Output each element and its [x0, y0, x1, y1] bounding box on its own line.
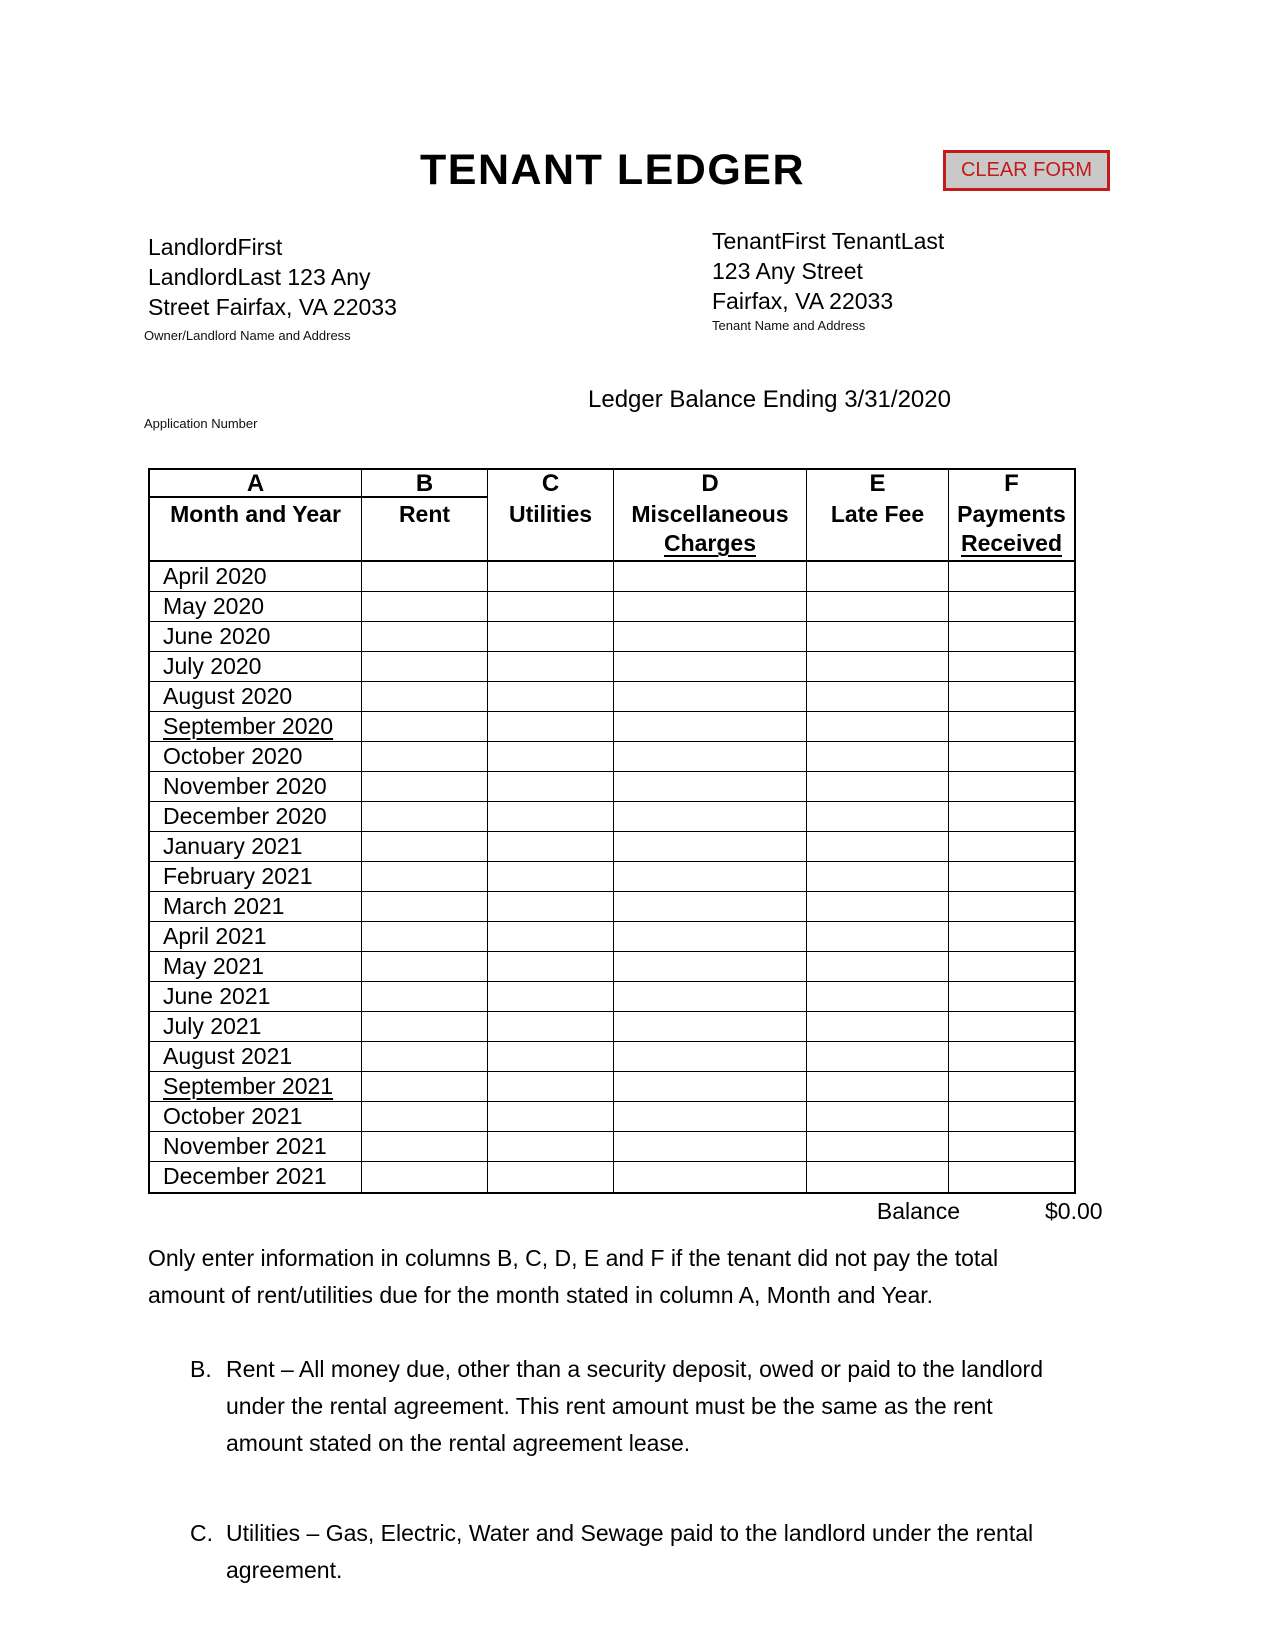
column-header-utilities: Utilities — [488, 498, 614, 560]
table-row — [150, 1162, 1074, 1192]
month-cell: October 2021 — [150, 1102, 362, 1131]
tenant-address-field[interactable] — [712, 226, 944, 316]
landlord-address-line1: LandlordFirst — [148, 234, 283, 260]
late-fee-cell[interactable] — [807, 1162, 949, 1192]
utilities-cell[interactable] — [488, 922, 614, 951]
column-letter-a: A — [150, 470, 362, 498]
table-row — [150, 742, 1074, 772]
rent-cell[interactable] — [362, 712, 488, 741]
utilities-cell[interactable] — [488, 652, 614, 681]
miscellaneous-charges-cell[interactable] — [614, 622, 807, 651]
page-title: TENANT LEDGER — [420, 146, 805, 194]
payments-received-cell[interactable] — [949, 892, 1074, 921]
late-fee-cell[interactable] — [807, 772, 949, 801]
table-row — [150, 1012, 1074, 1042]
utilities-cell[interactable] — [488, 562, 614, 591]
miscellaneous-charges-cell[interactable] — [614, 982, 807, 1011]
tenant-address-line3: Fairfax, VA 22033 — [712, 288, 894, 314]
late-fee-cell[interactable] — [807, 682, 949, 711]
rent-cell[interactable] — [362, 1162, 488, 1192]
month-cell: December 2020 — [150, 802, 362, 831]
late-fee-cell[interactable] — [807, 1012, 949, 1041]
payments-received-cell[interactable] — [949, 1072, 1074, 1101]
month-cell: June 2021 — [150, 982, 362, 1011]
utilities-cell[interactable] — [488, 892, 614, 921]
payments-received-cell[interactable] — [949, 772, 1074, 801]
landlord-address-label: Owner/Landlord Name and Address — [144, 328, 351, 343]
late-fee-cell[interactable] — [807, 1042, 949, 1071]
column-letter-b: B — [362, 470, 488, 498]
instructions-intro — [148, 1240, 1108, 1314]
month-cell: September 2020 — [150, 712, 362, 741]
miscellaneous-charges-cell[interactable] — [614, 952, 807, 981]
payments-received-cell[interactable] — [949, 922, 1074, 951]
rent-cell[interactable] — [362, 772, 488, 801]
table-row — [150, 802, 1074, 832]
rent-cell[interactable] — [362, 862, 488, 891]
utilities-cell[interactable] — [488, 952, 614, 981]
month-cell: May 2020 — [150, 592, 362, 621]
late-fee-cell[interactable] — [807, 712, 949, 741]
table-row — [150, 952, 1074, 982]
column-letters-row — [150, 470, 1074, 498]
month-cell: November 2020 — [150, 772, 362, 801]
month-cell: May 2021 — [150, 952, 362, 981]
rent-cell[interactable] — [362, 802, 488, 831]
rent-cell[interactable] — [362, 922, 488, 951]
payments-received-cell[interactable] — [949, 1042, 1074, 1071]
table-row — [150, 772, 1074, 802]
rent-cell[interactable] — [362, 832, 488, 861]
payments-received-cell[interactable] — [949, 862, 1074, 891]
miscellaneous-charges-cell[interactable] — [614, 892, 807, 921]
late-fee-cell[interactable] — [807, 832, 949, 861]
miscellaneous-charges-cell[interactable] — [614, 862, 807, 891]
utilities-cell[interactable] — [488, 802, 614, 831]
payments-received-cell[interactable] — [949, 1102, 1074, 1131]
note-c-text: Utilities – Gas, Electric, Water and Sewage paid to the landlord under the rental agreement. — [226, 1520, 1034, 1583]
late-fee-cell[interactable] — [807, 1132, 949, 1161]
month-cell: October 2020 — [150, 742, 362, 771]
miscellaneous-charges-cell[interactable] — [614, 1162, 807, 1192]
month-cell: June 2020 — [150, 622, 362, 651]
utilities-cell[interactable] — [488, 622, 614, 651]
table-row — [150, 982, 1074, 1012]
utilities-cell[interactable] — [488, 1102, 614, 1131]
month-cell: April 2020 — [150, 562, 362, 591]
late-fee-cell[interactable] — [807, 802, 949, 831]
payments-received-cell[interactable] — [949, 682, 1074, 711]
rent-cell[interactable] — [362, 652, 488, 681]
miscellaneous-charges-cell[interactable] — [614, 802, 807, 831]
late-fee-cell[interactable] — [807, 562, 949, 591]
instructions — [148, 1240, 1108, 1589]
late-fee-cell[interactable] — [807, 1102, 949, 1131]
table-row — [150, 862, 1074, 892]
payments-received-cell[interactable] — [949, 832, 1074, 861]
column-letter-f: F — [1004, 470, 1019, 497]
column-header-rent: Rent — [362, 498, 488, 560]
table-row — [150, 592, 1074, 622]
column-header-month-and-year: Month and Year — [150, 498, 362, 560]
rent-cell[interactable] — [362, 562, 488, 591]
rent-cell[interactable] — [362, 892, 488, 921]
clear-form-button[interactable]: CLEAR FORM — [943, 150, 1110, 191]
balance-value: $0.00 — [1045, 1198, 1103, 1224]
late-fee-cell[interactable] — [807, 892, 949, 921]
table-row — [150, 922, 1074, 952]
table-row — [150, 562, 1074, 592]
tenant-address-label: Tenant Name and Address — [712, 318, 866, 333]
rent-cell[interactable] — [362, 592, 488, 621]
miscellaneous-charges-cell[interactable] — [614, 682, 807, 711]
utilities-cell[interactable] — [488, 1072, 614, 1101]
table-row — [150, 1102, 1074, 1132]
payments-received-cell[interactable] — [949, 742, 1074, 771]
miscellaneous-charges-cell[interactable] — [614, 922, 807, 951]
note-item-c — [148, 1515, 1108, 1589]
month-cell: July 2021 — [150, 1012, 362, 1041]
note-item-b — [148, 1351, 1108, 1462]
late-fee-cell[interactable] — [807, 652, 949, 681]
late-fee-cell[interactable] — [807, 922, 949, 951]
note-c-letter: C. — [190, 1520, 213, 1546]
miscellaneous-charges-cell[interactable] — [614, 1012, 807, 1041]
miscellaneous-charges-cell[interactable] — [614, 832, 807, 861]
month-cell: April 2021 — [150, 922, 362, 951]
rent-cell[interactable] — [362, 1132, 488, 1161]
month-cell: July 2020 — [150, 652, 362, 681]
payments-received-cell[interactable] — [949, 562, 1074, 591]
table-row — [150, 682, 1074, 712]
payments-received-cell[interactable] — [949, 712, 1074, 741]
miscellaneous-charges-cell[interactable] — [614, 562, 807, 591]
column-header-miscellaneous-charges: Miscellaneous Charges — [614, 498, 807, 560]
payments-received-cell[interactable] — [949, 982, 1074, 1011]
payments-received-cell[interactable] — [949, 1132, 1074, 1161]
month-cell: March 2021 — [150, 892, 362, 921]
utilities-cell[interactable] — [488, 982, 614, 1011]
ledger-table — [148, 468, 1076, 1194]
payments-received-cell[interactable] — [949, 1162, 1074, 1192]
month-cell: November 2021 — [150, 1132, 362, 1161]
payments-received-cell[interactable] — [949, 952, 1074, 981]
payments-received-cell[interactable] — [949, 652, 1074, 681]
miscellaneous-charges-cell[interactable] — [614, 652, 807, 681]
intro-line1: Only enter information in columns B, C, D, E and F if the tenant did not pay the total — [148, 1245, 999, 1271]
miscellaneous-charges-cell[interactable] — [614, 592, 807, 621]
utilities-cell[interactable] — [488, 712, 614, 741]
rent-cell[interactable] — [362, 982, 488, 1011]
balance-label: Balance — [876, 1198, 960, 1224]
ledger-balance-heading: Ledger Balance Ending 3/31/2020 — [588, 386, 951, 413]
table-body — [150, 562, 1074, 1192]
rent-cell[interactable] — [362, 622, 488, 651]
payments-received-cell[interactable] — [949, 592, 1074, 621]
landlord-address-line2: LandlordLast 123 Any — [148, 264, 371, 290]
late-fee-cell[interactable] — [807, 862, 949, 891]
late-fee-cell[interactable] — [807, 592, 949, 621]
month-cell: December 2021 — [150, 1162, 362, 1192]
landlord-address-field[interactable] — [148, 232, 397, 322]
late-fee-cell[interactable] — [807, 982, 949, 1011]
table-row — [150, 622, 1074, 652]
month-cell: January 2021 — [150, 832, 362, 861]
tenant-address-line2: 123 Any Street — [712, 258, 863, 284]
month-cell: August 2021 — [150, 1042, 362, 1071]
rent-cell[interactable] — [362, 1012, 488, 1041]
month-cell: September 2021 — [150, 1072, 362, 1101]
table-row — [150, 712, 1074, 742]
utilities-cell[interactable] — [488, 1012, 614, 1041]
miscellaneous-charges-cell[interactable] — [614, 1042, 807, 1071]
rent-cell[interactable] — [362, 952, 488, 981]
note-b-text: Rent – All money due, other than a security deposit, owed or paid to the landlord under the rental agreement. This rent amount must be the same as the rent amount stated on the rental agreement lease. — [226, 1356, 1044, 1456]
utilities-cell[interactable] — [488, 862, 614, 891]
rent-cell[interactable] — [362, 742, 488, 771]
tenant-address-line1: TenantFirst TenantLast — [712, 228, 945, 254]
column-labels-row — [150, 498, 1074, 562]
intro-line2: amount of rent/utilities due for the month stated in column A, Month and Year. — [148, 1282, 934, 1308]
application-number-label: Application Number — [144, 416, 258, 431]
rent-cell[interactable] — [362, 1102, 488, 1131]
table-row — [150, 1132, 1074, 1162]
miscellaneous-charges-cell[interactable] — [614, 742, 807, 771]
miscellaneous-charges-cell[interactable] — [614, 1102, 807, 1131]
rent-cell[interactable] — [362, 682, 488, 711]
landlord-address-line3: Street Fairfax, VA 22033 — [148, 294, 397, 320]
month-cell: August 2020 — [150, 682, 362, 711]
column-letter-c: C — [488, 470, 614, 498]
table-row — [150, 1072, 1074, 1102]
late-fee-cell[interactable] — [807, 1072, 949, 1101]
table-row — [150, 1042, 1074, 1072]
note-b-letter: B. — [190, 1356, 212, 1382]
month-cell: February 2021 — [150, 862, 362, 891]
late-fee-cell[interactable] — [807, 622, 949, 651]
miscellaneous-charges-cell[interactable] — [614, 1072, 807, 1101]
rent-cell[interactable] — [362, 1072, 488, 1101]
miscellaneous-charges-cell[interactable] — [614, 772, 807, 801]
miscellaneous-charges-cell[interactable] — [614, 712, 807, 741]
utilities-cell[interactable] — [488, 742, 614, 771]
column-header-payments-received: Payments Received — [957, 501, 1066, 556]
column-letter-d: D — [614, 470, 807, 498]
late-fee-cell[interactable] — [807, 742, 949, 771]
payments-received-cell[interactable] — [949, 1012, 1074, 1041]
utilities-cell[interactable] — [488, 682, 614, 711]
table-row — [150, 652, 1074, 682]
table-row — [150, 832, 1074, 862]
column-header-late-fee: Late Fee — [807, 498, 949, 560]
utilities-cell[interactable] — [488, 772, 614, 801]
table-row — [150, 892, 1074, 922]
column-letter-e: E — [807, 470, 949, 498]
utilities-cell[interactable] — [488, 592, 614, 621]
utilities-cell[interactable] — [488, 1162, 614, 1192]
late-fee-cell[interactable] — [807, 952, 949, 981]
payments-received-cell[interactable] — [949, 802, 1074, 831]
rent-cell[interactable] — [362, 1042, 488, 1071]
utilities-cell[interactable] — [488, 1042, 614, 1071]
utilities-cell[interactable] — [488, 832, 614, 861]
utilities-cell[interactable] — [488, 1132, 614, 1161]
payments-received-cell[interactable] — [949, 622, 1074, 651]
miscellaneous-charges-cell[interactable] — [614, 1132, 807, 1161]
